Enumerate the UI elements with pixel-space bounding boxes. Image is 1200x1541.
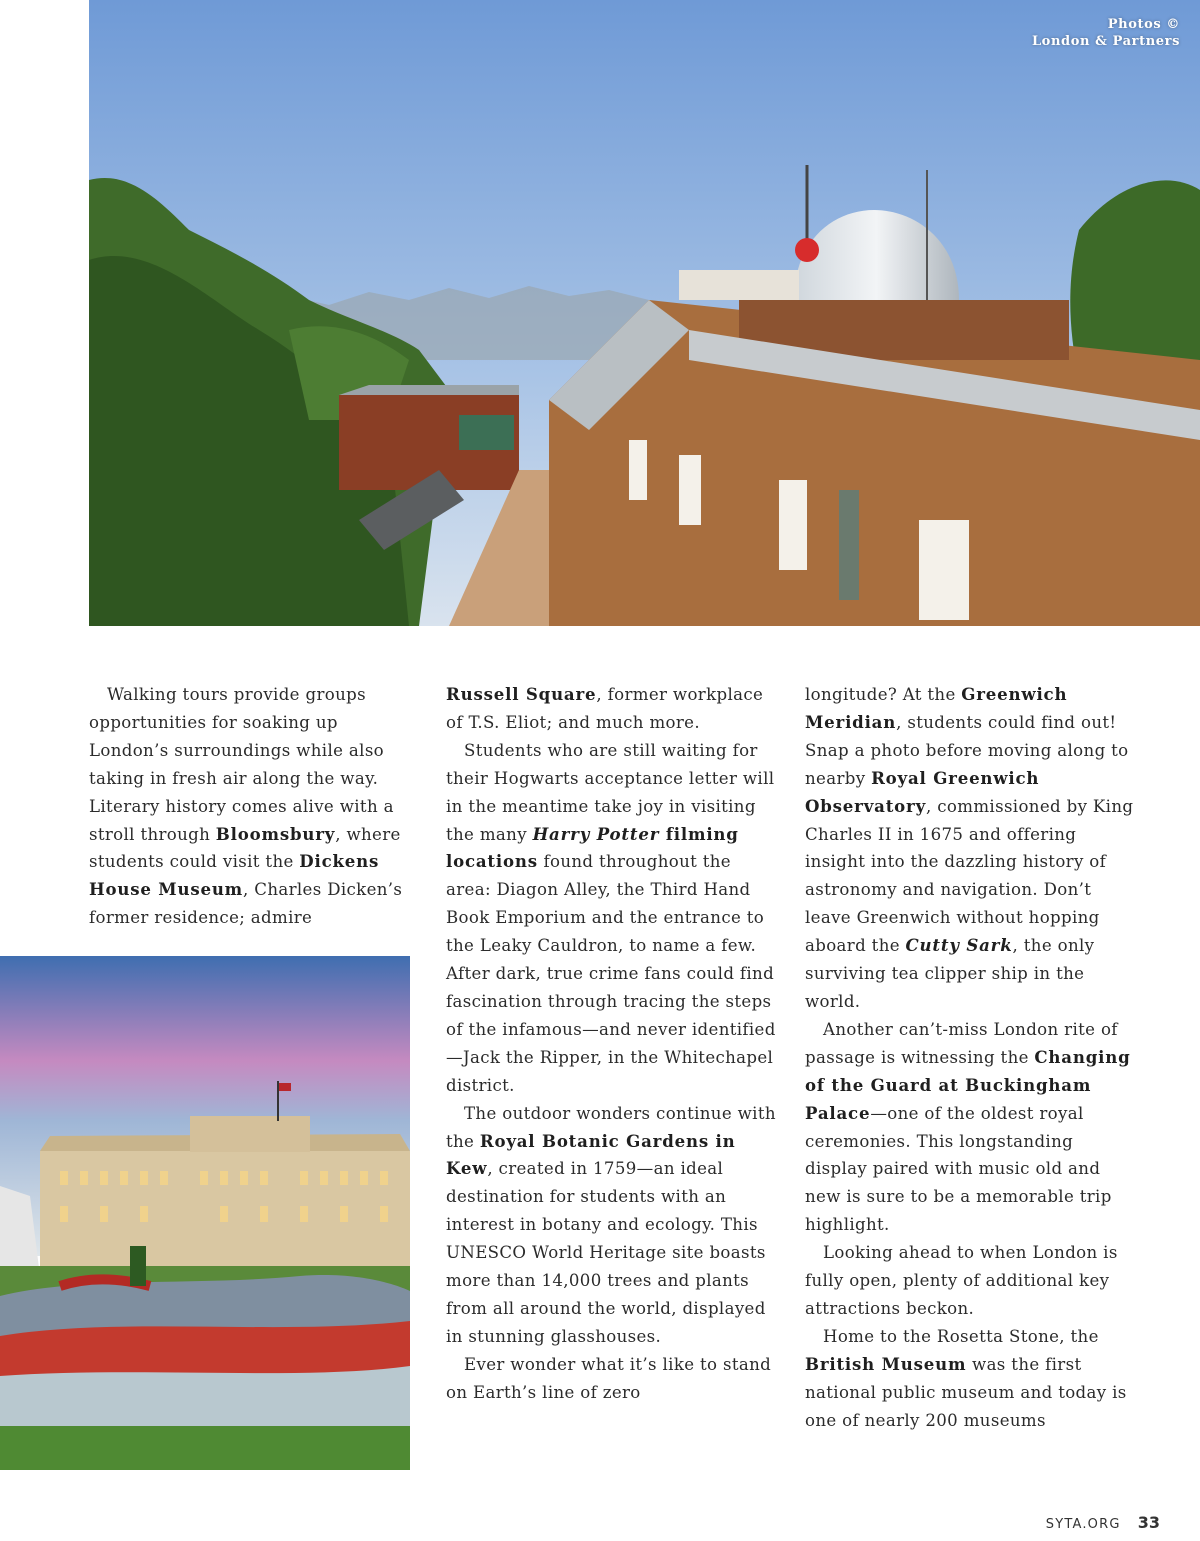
paragraph-kew-gardens bbox=[446, 1100, 781, 1351]
text-run: , created in 1759—an ideal destination for students with an interest in botany and ecology. This UNESCO World Heritage site boasts more than 14,000 trees and plants from all around the world, displayed in stunning glasshouses. bbox=[446, 1159, 766, 1346]
paragraph-zero-longitude bbox=[446, 1351, 781, 1407]
text-run: found throughout the area: Diagon Alley, the Third Hand Book Emporium and the entrance to the Leaky Cauldron, to name a few. After dark, true crime fans could find fascination through tracing the steps of the infamous—and never identified—Jack the Ripper, in the Whitechapel district. bbox=[446, 852, 776, 1095]
text-run: Students who are still waiting for their Hogwarts acceptance letter will in the meantime take joy in visiting the many bbox=[446, 740, 775, 844]
highlight-text: Harry Potter bbox=[532, 823, 660, 844]
text-run: , former workplace of T.S. Eliot; and much more. bbox=[446, 685, 764, 732]
page-footer bbox=[1046, 1513, 1160, 1532]
buckingham-palace-photo bbox=[0, 956, 410, 1470]
paragraph-british-museum bbox=[805, 1323, 1140, 1435]
text-run: was the first national public museum and today is one of nearly 200 museums bbox=[805, 1354, 1127, 1430]
highlight-text: Royal Greenwich Observatory bbox=[805, 767, 1040, 816]
photo-credit-line2: London & Partners bbox=[1031, 34, 1180, 49]
photo-credit bbox=[1032, 16, 1180, 50]
text-run: Looking ahead to when London is fully open, plenty of additional key attractions beckon. bbox=[805, 1243, 1118, 1318]
text-run: , where students could visit the bbox=[89, 824, 401, 872]
highlight-text: Changing of the Guard at Buckingham Palace bbox=[805, 1046, 1131, 1123]
page-number: 33 bbox=[1137, 1513, 1160, 1532]
column-1 bbox=[89, 681, 419, 932]
highlight-text: filming locations bbox=[446, 823, 739, 872]
footer-site: SYTA.ORG bbox=[1045, 1517, 1121, 1532]
highlight-text: Royal Botanic Gardens in Kew bbox=[446, 1130, 736, 1179]
highlight-text: Cutty Sark bbox=[905, 935, 1013, 956]
text-run: Ever wonder what it’s like to stand on Earth’s line of zero bbox=[446, 1354, 772, 1402]
highlight-text: Greenwich Meridian bbox=[805, 684, 1068, 732]
column-2 bbox=[446, 681, 781, 1407]
highlight-text: Bloomsbury bbox=[215, 823, 336, 844]
highlight-text: Dickens House Museum bbox=[89, 851, 380, 900]
observatory-photo bbox=[89, 0, 1200, 626]
paragraph-walking-tours bbox=[89, 681, 419, 932]
text-run: , the only surviving tea clipper ship in the world. bbox=[805, 936, 1095, 1011]
text-run: Walking tours provide groups opportunities for soaking up London’s surroundings while also taking in fresh air along the way. Literary history comes alive with a stroll through bbox=[89, 685, 394, 844]
text-run: Another can’t-miss London rite of passage is witnessing the bbox=[805, 1019, 1118, 1067]
text-run: , students could find out! Snap a photo before moving along to nearby bbox=[805, 712, 1129, 788]
column-3 bbox=[805, 681, 1140, 1434]
text-run: —one of the oldest royal ceremonies. This longstanding display paired with music old and new is sure to be a memorable trip highlight. bbox=[805, 1103, 1112, 1235]
text-run: , Charles Dicken’s former residence; admire bbox=[89, 880, 403, 928]
text-run: longitude? At the bbox=[805, 685, 962, 704]
text-run: The outdoor wonders continue with the bbox=[446, 1103, 776, 1151]
paragraph-greenwich bbox=[805, 681, 1140, 1016]
text-run: , commissioned by King Charles II in 1675 and offering insight into the dazzling history of astronomy and navigation. Don’t leave Greenwich without hopping aboard the bbox=[805, 796, 1134, 956]
paragraph-changing-guard bbox=[805, 1016, 1140, 1239]
highlight-text: Russell Square bbox=[446, 684, 597, 704]
text-run: Home to the Rosetta Stone, the bbox=[823, 1326, 1099, 1346]
paragraph-harry-potter bbox=[446, 737, 781, 1100]
paragraph-looking-ahead bbox=[805, 1239, 1140, 1323]
highlight-text: British Museum bbox=[805, 1353, 967, 1374]
photo-credit-line1: Photos © bbox=[1107, 17, 1180, 32]
paragraph-russell-square bbox=[446, 681, 781, 737]
